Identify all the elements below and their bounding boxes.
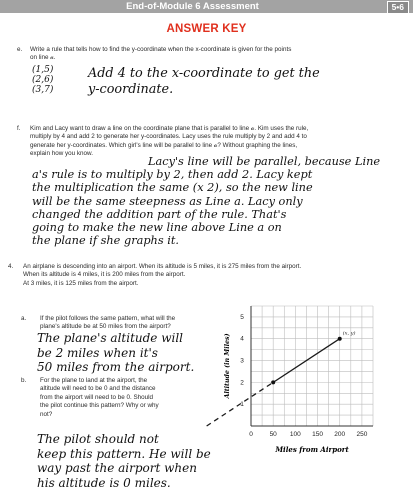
handwritten-line: y-coordinate. [88,82,174,97]
handwritten-line: The plane's altitude will [37,331,184,345]
altitude-chart [225,298,385,476]
handwritten-line: will be the same steepness as Line a. Lacy only [32,194,303,208]
handwritten-line: keep this pattern. He will be [37,446,211,461]
part-e-prompt [30,46,405,63]
part-b-prompt [40,377,210,419]
handwritten-line: Lacy's line will be parallel, because Line [148,155,381,168]
handwritten-line: Add 4 to the x-coordinate to get the [88,66,320,81]
handwritten-line: 50 miles from the airport. [37,360,195,374]
x-tick-label: 250 [356,431,368,438]
part-b-prompt-line: altitude will need to be 0 and the distance [40,385,156,393]
x-tick-label: 200 [334,431,346,438]
part-a-prompt-line: If the pilot follows the same pattern, what will the [40,315,176,322]
point-annotation: (x, y) [342,330,356,337]
y-tick-label: 5 [240,313,244,321]
part-f-prompt-line: generate her y-coordinates. Which girl's line will be parallel to line 𝒶? Without graphing the lines, [30,141,298,149]
y-tick-label: 1 [240,401,244,409]
x-tick-label: 0 [249,431,253,438]
part-e-answer [88,66,320,98]
handwritten-line: going to make the new line above Line a on [32,221,282,235]
point-label: (1,5) [32,65,54,75]
part-b-letter: b. [21,377,27,384]
y-axis-label: Altitude (in Miles) [224,333,231,399]
grade-badge: 5•6 [387,1,409,14]
x-tick-label: 100 [289,431,301,438]
data-point [338,337,342,341]
x-tick-label: 150 [312,431,323,438]
x-axis-label: Miles from Airport [275,445,349,454]
point-label: (2,6) [32,75,54,85]
intro-line: An airplane is descending into an airport. When its altitude is 5 miles, it is 275 miles from the airport. [23,263,302,270]
y-tick-label: 4 [240,335,244,343]
x-tick-label: 50 [269,431,277,438]
part-b-answer [37,432,211,490]
intro-line: When its altitude is 4 miles, it is 200 miles from the airport. [23,271,186,279]
handwritten-line: way past the airport when [37,461,197,475]
part-f-prompt [30,125,405,159]
part-f-letter: f. [17,125,21,132]
answer-key-heading: ANSWER KEY [166,23,247,35]
handwritten-line: the multiplication the same (x 2), so the new line [32,181,313,195]
part-e-prompt-line: Write a rule that tells how to find the y-coordinate when the x-coordinate is given for the points [30,46,292,53]
given-points [32,65,53,95]
part-a-answer [37,331,194,375]
y-tick-label: 3 [240,357,244,365]
part-a-prompt [40,315,220,332]
part-f-answer [32,155,380,247]
handwritten-line: The pilot should not [37,432,159,446]
handwritten-line: the plane if she graphs it. [32,234,179,248]
handwritten-line: be 2 miles when it's [37,345,158,360]
question-4-intro [23,263,408,288]
part-b-prompt-line: For the plane to land at the airport, the [40,377,148,384]
handwritten-line: his altitude is 0 miles. [37,475,171,490]
part-b-prompt-line: the pilot continue this pattern? Why or why [40,402,159,410]
point-label: (3,7) [32,85,54,95]
part-b-prompt-line: from the airport will need to be 0. Should [40,393,154,401]
part-a-prompt-line: plane's altitude be at 50 miles from the airport? [40,323,171,331]
intro-line: At 3 miles, it is 125 miles from the airport. [23,279,139,287]
part-e-letter: e. [17,46,23,53]
y-tick-label: 2 [240,379,244,387]
data-point [271,380,275,384]
handwritten-line: a's rule is to multiply by 2, then add 2. Lacy kept [32,168,313,182]
page-header [0,0,413,13]
question-4-number: 4. [8,263,14,270]
part-f-prompt-line: multiply by 4 and add 2 to generate her y-coordinates. Lacy uses the rule multiply by 2 and add 4 to [30,133,307,141]
handwritten-line: changed the addition part of the rule. That's [32,207,287,221]
module-title: End-of-Module 6 Assessment [126,1,259,12]
part-a-letter: a. [21,315,27,322]
part-f-prompt-line: explain how you know. [30,150,94,158]
part-e-prompt-line: on line 𝒶. [30,54,56,62]
part-f-prompt-line: Kim and Lacy want to draw a line on the coordinate plane that is parallel to line 𝒶. Kim uses the rule, [30,125,309,132]
part-b-prompt-line: not? [40,410,53,418]
